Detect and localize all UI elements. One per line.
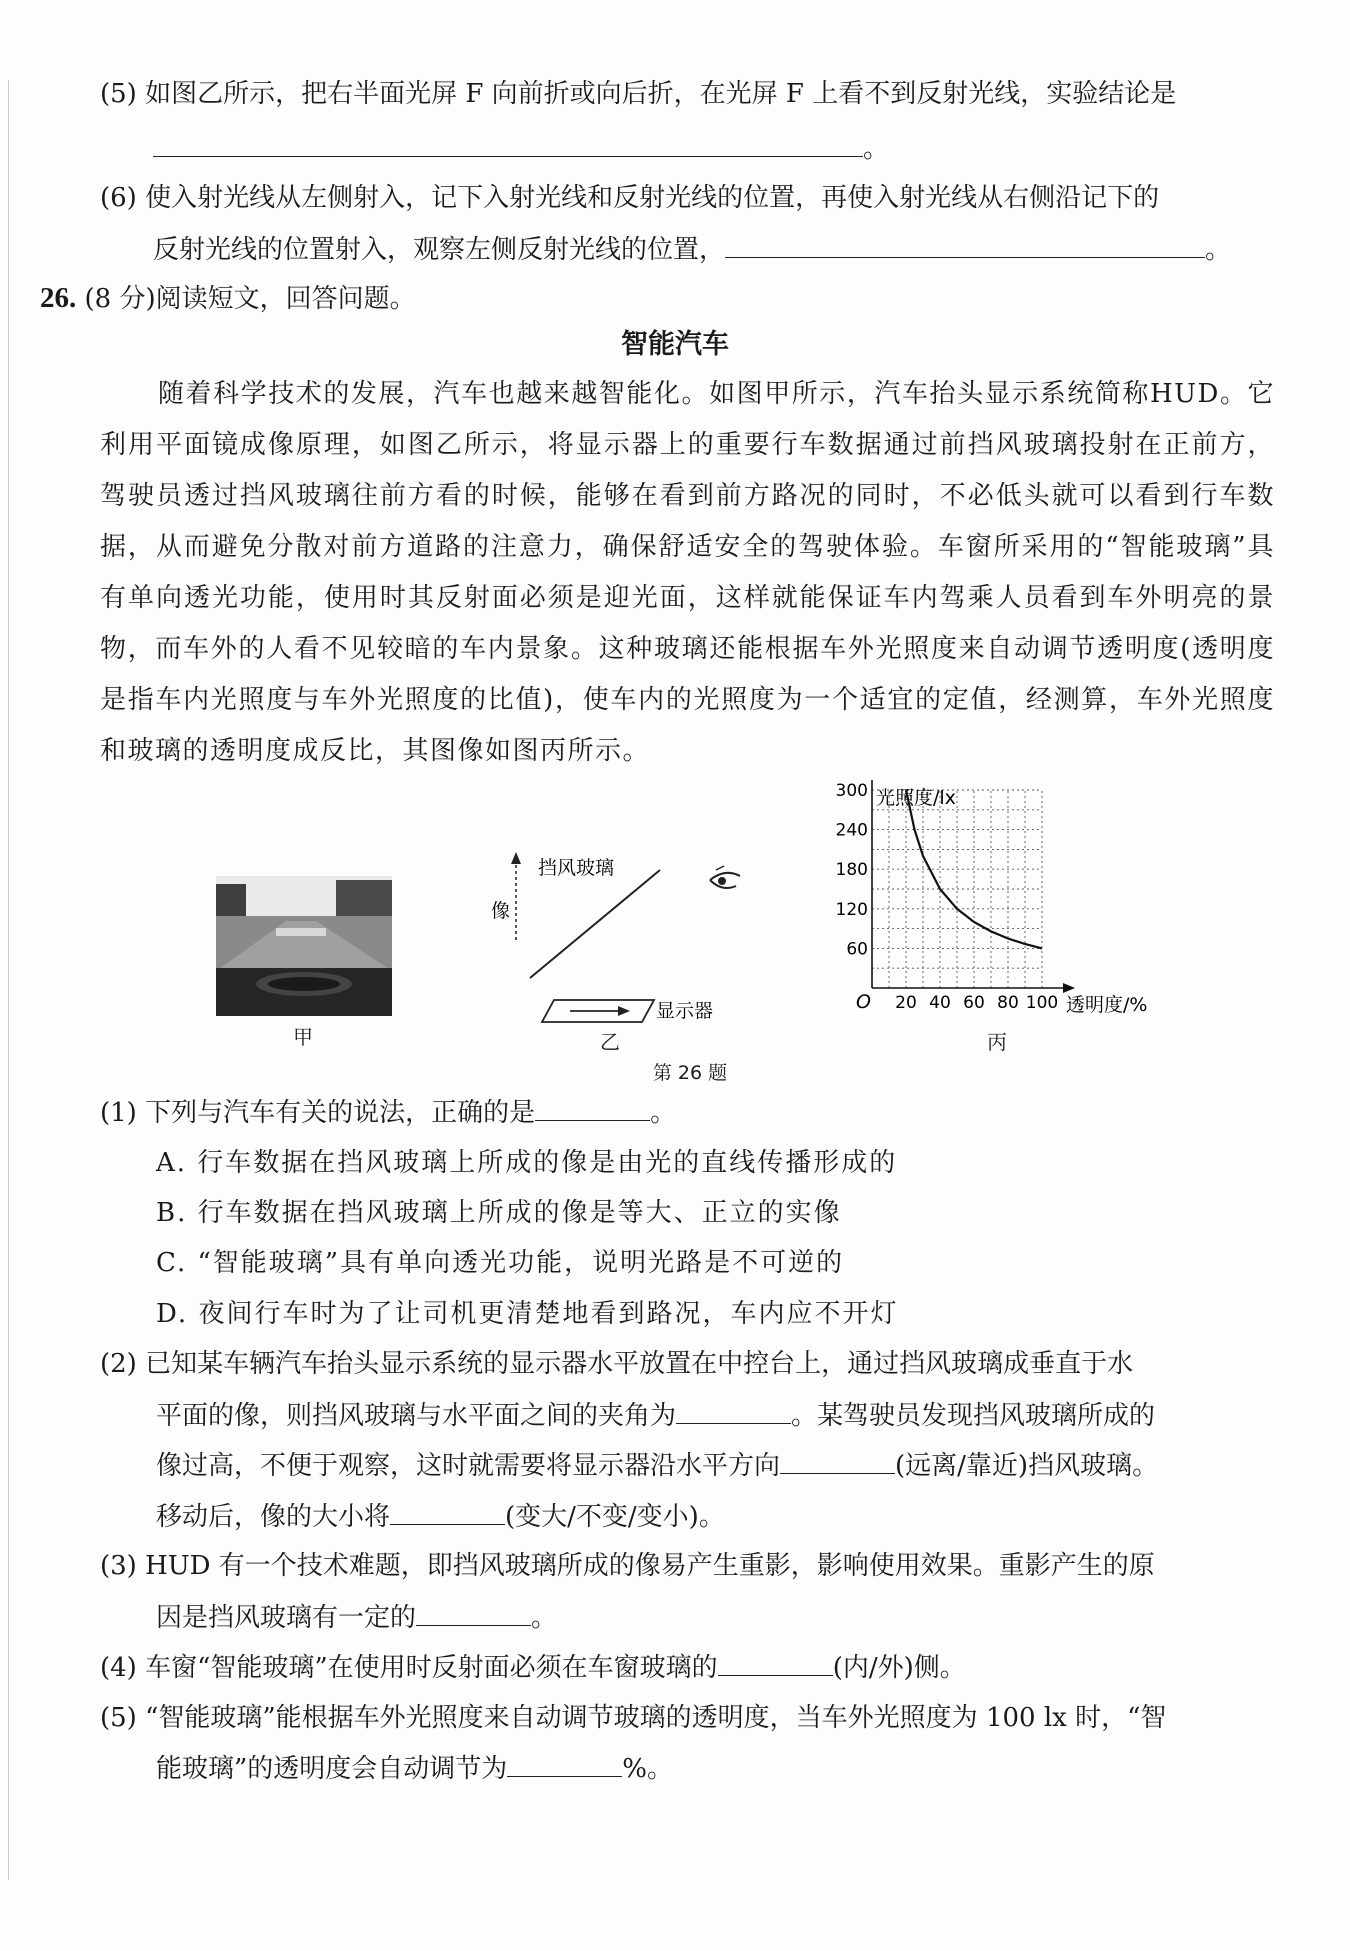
x-tick-label: 40 xyxy=(929,993,951,1013)
eye-icon xyxy=(710,866,740,888)
y-tick-label: 180 xyxy=(835,860,868,881)
sub5-line2-row xyxy=(156,1750,673,1787)
sub2-line2a: 平面的像，则挡风玻璃与水平面之间的夹角为 xyxy=(156,1401,677,1431)
q25-item6-end: 。 xyxy=(1205,235,1232,265)
sub4-row xyxy=(100,1649,966,1686)
x-axis-arrow xyxy=(1063,983,1075,993)
answer-blank[interactable] xyxy=(507,1750,622,1777)
sub1-stem: (1) 下列与汽车有关的说法，正确的是 xyxy=(100,1098,536,1128)
q25-item6-line1: (6) 使入射光线从左侧射入，记下入射光线和反射光线的位置，再使入射光线从右侧沿记下的 xyxy=(100,183,1160,213)
sub2-line4b: (变大/不变/变小)。 xyxy=(505,1502,725,1532)
sub2-line3a: 像过高，不便于观察，这时就需要将显示器沿水平方向 xyxy=(156,1451,781,1481)
answer-blank[interactable] xyxy=(416,1599,531,1626)
answer-blank[interactable] xyxy=(390,1498,505,1525)
chart-x-label: 透明度/% xyxy=(1066,994,1148,1016)
sub5-line2a: 能玻璃”的透明度会自动调节为 xyxy=(156,1754,508,1784)
figure-jia-label: 甲 xyxy=(293,1025,313,1049)
sub4-b: (内/外)侧。 xyxy=(832,1653,966,1683)
q25-item6-line2: 反射光线的位置射入，观察左侧反射光线的位置， xyxy=(153,235,726,265)
figure-yi-label: 乙 xyxy=(600,1030,620,1054)
figure-caption: 第 26 题 xyxy=(652,1062,728,1084)
answer-blank[interactable] xyxy=(718,1649,833,1676)
q25-item5-end: 。 xyxy=(863,134,890,164)
chart-y-label: 光照度/lx xyxy=(876,787,956,809)
y-tick-label: 240 xyxy=(835,820,868,841)
sub1-end: 。 xyxy=(650,1098,677,1128)
illuminance-transparency-chart xyxy=(820,780,1180,1030)
display-label: 显示器 xyxy=(656,1000,714,1022)
passage-text xyxy=(100,369,1275,777)
sub2-line1: (2) 已知某车辆汽车抬头显示系统的显示器水平放置在中控台上，通过挡风玻璃成垂直于水 xyxy=(100,1349,1134,1379)
y-tick-label: 300 xyxy=(835,781,868,801)
y-tick-label: 60 xyxy=(846,939,868,960)
sub2-line3-row xyxy=(156,1447,1158,1484)
image-label: 像 xyxy=(490,900,510,922)
q26-number: 26. xyxy=(40,282,77,314)
sub5-line1: (5) “智能玻璃”能根据车外光照度来自动调节玻璃的透明度，当车外光照度为 100 lx 时，“智 xyxy=(100,1703,1167,1733)
answer-blank[interactable] xyxy=(153,130,863,157)
sub3-line2-row xyxy=(156,1599,557,1636)
hud-diagram xyxy=(470,840,750,1040)
passage-title: 智能汽车 xyxy=(621,329,729,360)
answer-blank[interactable] xyxy=(780,1447,895,1474)
q25-item6-line2-row xyxy=(153,231,1231,268)
sub2-line4-row xyxy=(156,1498,725,1535)
chart-origin-label: O xyxy=(856,991,871,1013)
answer-blank[interactable] xyxy=(535,1094,650,1121)
figure-bing-label: 丙 xyxy=(987,1030,1007,1054)
sub3-line2a: 因是挡风玻璃有一定的 xyxy=(156,1603,417,1633)
sub1-stem-row xyxy=(100,1094,676,1131)
sub3-line1: (3) HUD 有一个技术难题，即挡风玻璃所成的像易产生重影，影响使用效果。重影产生的原 xyxy=(100,1551,1155,1581)
hud-photo xyxy=(216,876,392,1016)
image-arrow-head xyxy=(511,852,521,864)
sub1-option-b: B. 行车数据在挡风玻璃上所成的像是等大、正立的实像 xyxy=(156,1198,842,1228)
q25-item5-answer-row xyxy=(153,130,889,167)
hud-photo-graphic xyxy=(216,876,392,1016)
sub4-a: (4) 车窗“智能玻璃”在使用时反射面必须在车窗玻璃的 xyxy=(100,1653,718,1683)
sub2-line3b: (远离/靠近)挡风玻璃。 xyxy=(895,1451,1159,1481)
q25-item5-line1: (5) 如图乙所示，把右半面光屏 F 向前折或向后折，在光屏 F 上看不到反射光线，实验结论是 xyxy=(100,79,1177,109)
sub2-line2b: 。某驾驶员发现挡风玻璃所成的 xyxy=(791,1401,1156,1431)
answer-blank[interactable] xyxy=(725,231,1205,258)
passage-paragraph: 随着科学技术的发展，汽车也越来越智能化。如图甲所示，汽车抬头显示系统简称HUD。它利用平面镜成像原理，如图乙所示，将显示器上的重要行车数据通过前挡风玻璃投射在正前方，驾驶员透过挡风玻璃往前方看的时候，能够在看到前方路况的同时，不必低头就可以看到行车数据，从而避免分散对前方道路的注意力，确保舒适安全的驾驶体验。车窗所采用的“智能玻璃”具有单向透光功能，使用时其反射面必须是迎光面，这样就能保证车内驾乘人员看到车外明亮的景物，而车外的人看不见较暗的车内景象。这种玻璃还能根据车外光照度来自动调节透明度(透明度是指车内光照度与车外光照度的比值)，使车内的光照度为一个适宜的定值，经测算，车外光照度和玻璃的透明度成反比，其图像如图丙所示。 xyxy=(100,379,1275,766)
answer-blank[interactable] xyxy=(676,1397,791,1424)
sub2-line2-row xyxy=(156,1397,1155,1434)
sub5-line2b: %。 xyxy=(622,1754,674,1784)
chart-grid xyxy=(872,790,1042,988)
chart-axes xyxy=(867,780,1075,993)
x-tick-label: 60 xyxy=(963,993,985,1013)
x-tick-label: 20 xyxy=(895,993,917,1013)
sub1-option-c: C. “智能玻璃”具有单向透光功能，说明光路是不可逆的 xyxy=(156,1248,845,1278)
sub3-line2b: 。 xyxy=(531,1603,558,1633)
windshield-line xyxy=(530,870,660,978)
sub1-option-d: D. 夜间行车时为了让司机更清楚地看到路况，车内应不开灯 xyxy=(156,1299,899,1329)
sub1-option-a: A. 行车数据在挡风玻璃上所成的像是由光的直线传播形成的 xyxy=(156,1148,898,1178)
sub2-line4a: 移动后，像的大小将 xyxy=(156,1502,391,1532)
y-tick-label: 120 xyxy=(835,899,868,920)
x-tick-label: 100 xyxy=(1025,993,1059,1013)
display-arrow-head xyxy=(618,1006,630,1016)
q26-header: (8 分)阅读短文，回答问题。 xyxy=(84,284,416,314)
windshield-label: 挡风玻璃 xyxy=(538,857,615,879)
q26-header-row xyxy=(40,280,416,317)
x-tick-label: 80 xyxy=(997,993,1019,1013)
